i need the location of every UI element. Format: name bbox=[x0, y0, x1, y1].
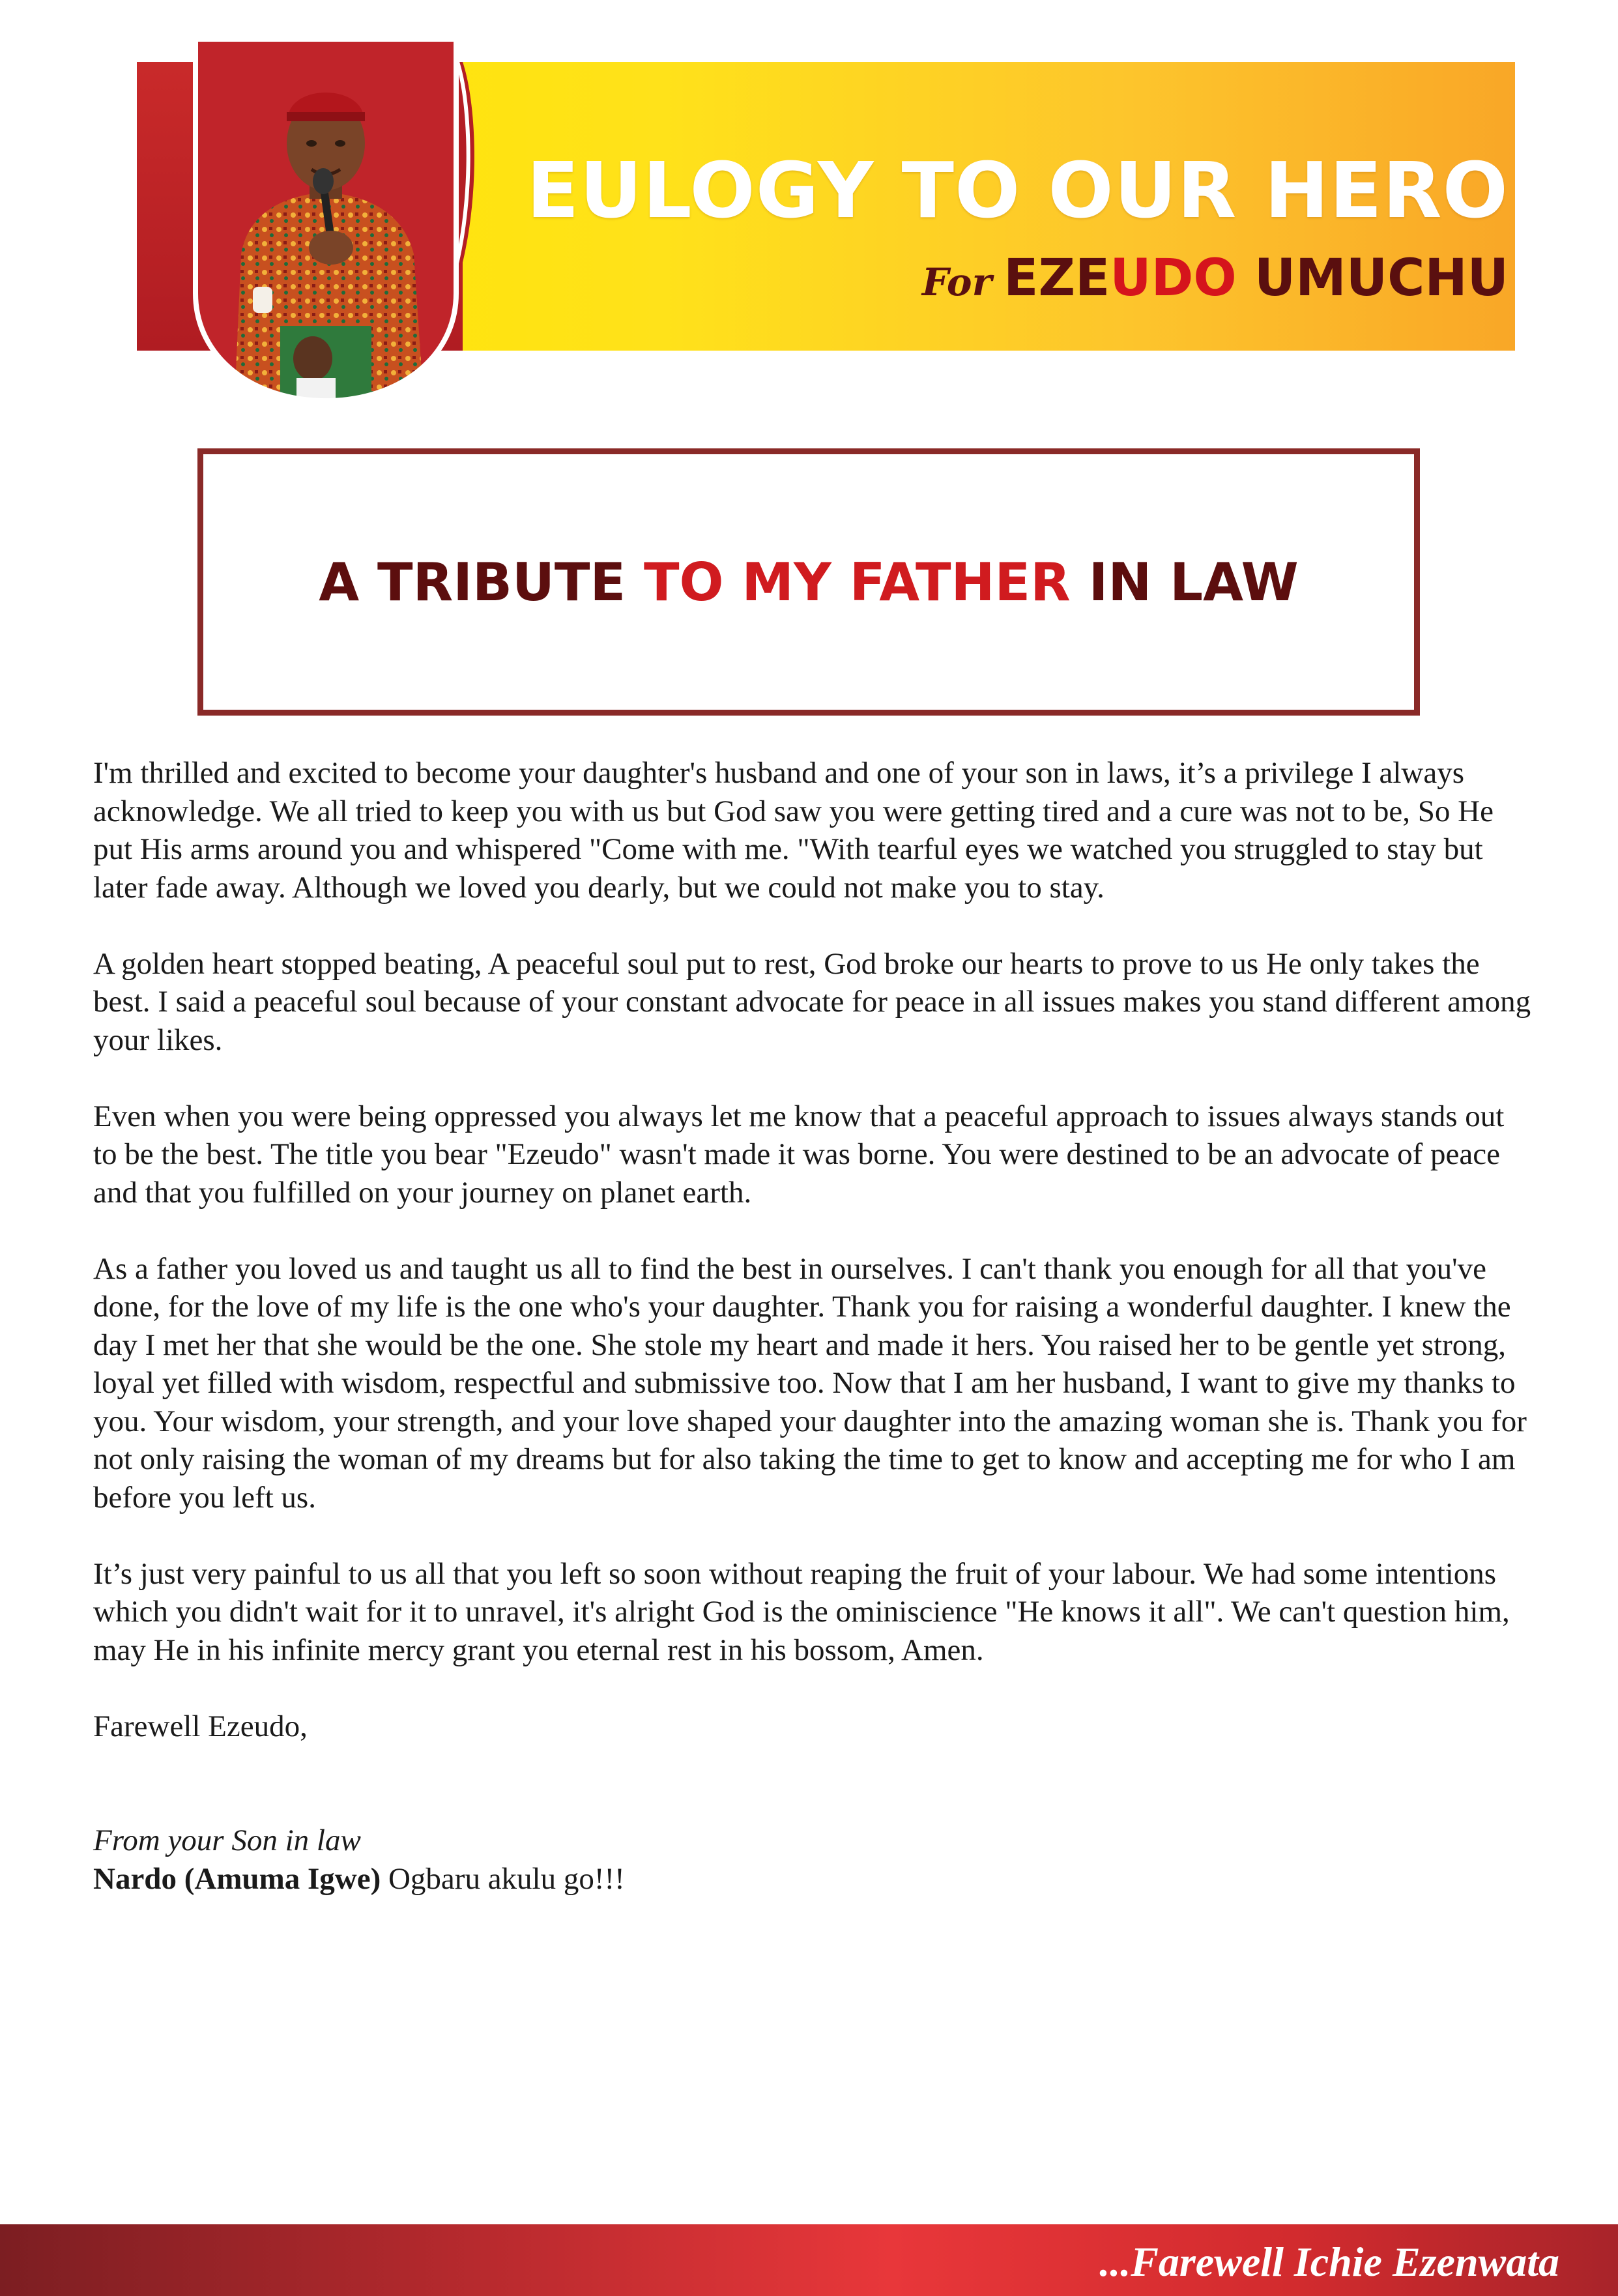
body-paragraph: I'm thrilled and excited to become your daughter's husband and one of your son in laws, it’s a privilege I always acknowledge. We all tried to keep you with us but God saw you were getting tired and a cure was not to be, So He put His arms around you and whispered "Come with me. "With tearful eyes we watched you struggled to stay but later fade away. Although we loved you dearly, but we could not make you to stay. bbox=[93, 756, 1494, 905]
tribute-title-part3: IN LAW bbox=[1070, 552, 1299, 613]
tribute-body bbox=[93, 754, 1533, 1898]
tribute-title bbox=[203, 550, 1414, 615]
portrait-illustration bbox=[189, 39, 463, 401]
banner-subline bbox=[782, 249, 1515, 308]
signature-line bbox=[93, 1860, 1533, 1898]
body-paragraph: Even when you were being oppressed you always let me know that a peaceful approach to issues always stands out to be the best. The title you bear "Ezeudo" wasn't made it was borne. You were destined to be an advocate of peace and that you fulfilled on your journey on planet earth. bbox=[93, 1099, 1505, 1210]
banner-subject-part2: UDO bbox=[1110, 249, 1237, 308]
banner-subject-part3: UMUCHU bbox=[1236, 249, 1509, 308]
banner-subject bbox=[1004, 249, 1509, 308]
signature-rest: Ogbaru akulu go!!! bbox=[381, 1861, 625, 1896]
tribute-title-box bbox=[197, 448, 1420, 716]
from-line: From your Son in law bbox=[93, 1824, 361, 1857]
banner-subject-part1: EZE bbox=[1004, 249, 1110, 308]
footer-text: ...Farewell Ichie Ezenwata bbox=[1099, 2239, 1559, 2285]
banner-headline: EULOGY TO OUR HERO bbox=[526, 145, 1509, 235]
tribute-title-part2: TO MY FATHER bbox=[643, 552, 1071, 613]
signature-name: Nardo (Amuma Igwe) bbox=[93, 1861, 381, 1896]
body-paragraph: It’s just very painful to us all that you left so soon without reaping the fruit of your labour. We had some intentions which you didn't wait for it to unravel, it's alright God is the ominiscience "He knows it all". We can't question him, may He in his infinite mercy grant you eternal rest in his bossom, Amen. bbox=[93, 1556, 1510, 1667]
body-paragraph: A golden heart stopped beating, A peaceful soul put to rest, God broke our hearts to prove to us He only takes the best. I said a peaceful soul because of your constant advocate for peace in all issues makes you stand different among your likes. bbox=[93, 946, 1531, 1057]
footer-band bbox=[0, 2224, 1618, 2296]
farewell-line: Farewell Ezeudo, bbox=[93, 1709, 308, 1743]
tribute-title-part1: A TRIBUTE bbox=[319, 552, 644, 613]
banner-for-word: For bbox=[921, 260, 992, 304]
body-paragraph: As a father you loved us and taught us all to find the best in ourselves. I can't thank you enough for all that you've done, for the love of my life is the one who's your daughter. Thank you for raising a wonderful daughter. I knew the day I met her that she would be the one. She stole my heart and made it hers. You raised her to be gentle yet strong, loyal yet filled with wisdom, respectful and submissive too. Now that I am her husband, I want to give my thanks to you. Your wisdom, your strength, and your love shaped your daughter into the amazing woman she is. Thank you for not only raising the woman of my dreams but for also taking the time to get to know and accepting me for who I am before you left us. bbox=[93, 1251, 1527, 1515]
